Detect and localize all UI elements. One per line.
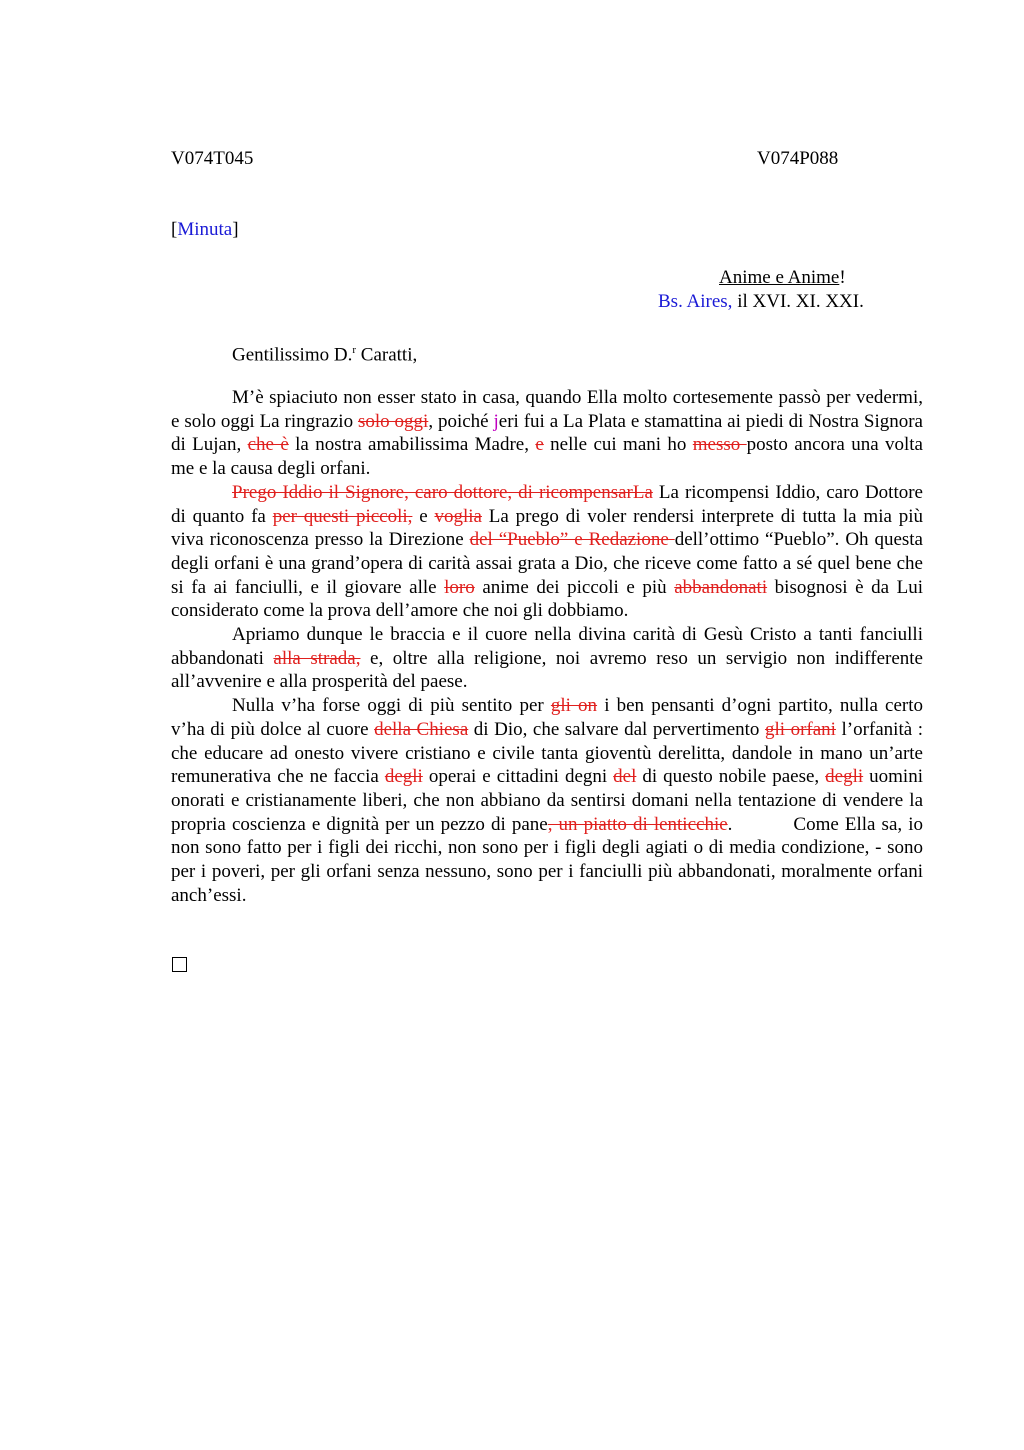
deletion: solo oggi [357, 410, 429, 432]
text-run: Apriamo dunque le braccia e il cuore nella divina carità di Gesù Cristo a tanti fanciulli abbandonati [171, 624, 923, 669]
text-run: di Dio, che salvare dal pervertimento [468, 718, 765, 740]
deletion: gli on [550, 695, 598, 717]
text-run: uomini onorati e cristianamente liberi, che non abbiano da sentirsi domani nella tentazione di vendere la propria coscienza e dignità per un pezzo di pane [171, 766, 923, 835]
motto [719, 267, 846, 289]
text-run: di questo nobile paese, [636, 766, 826, 788]
code-left: V074T045 [171, 148, 254, 169]
deletion: del [613, 766, 637, 788]
deletion: loro [444, 576, 475, 598]
date: il XVI. XI. XXI. [732, 291, 864, 312]
paragraph-2 [171, 481, 923, 623]
greeting-text: Gentilissimo D. [232, 344, 353, 366]
text-run: la nostra amabilissima Madre, [288, 434, 536, 456]
deletion: per questi piccoli, [272, 505, 413, 527]
deletion: voglia [434, 505, 482, 527]
text-run: , poiché [428, 410, 494, 432]
text-run: e [412, 505, 435, 527]
motto-mark: ! [839, 267, 846, 288]
deletion: alla strada, [273, 647, 361, 669]
place: Bs. Aires, [658, 291, 733, 312]
text-run: i ben pensanti d’ogni partito, nulla certo v’ha di più dolce al cuore [171, 695, 923, 740]
text-run: La ricompensi Iddio, caro Dottore di quanto fa [171, 481, 923, 527]
paragraph-3 [171, 623, 923, 694]
text-run: posto ancora una volta me e la causa degli orfani. [171, 434, 923, 480]
text-run: La prego di voler rendersi interprete di tutta la mia più viva riconoscenza presso la Direzione [171, 505, 923, 551]
motto-text: Anime e Anime [719, 267, 840, 288]
correction: j [493, 410, 499, 432]
text-run: Nulla v’ha forse oggi di più sentito per [232, 695, 551, 717]
square-outline-icon [172, 957, 187, 972]
place-date [658, 291, 864, 313]
draft-label-word: Minuta [177, 219, 233, 240]
text-run: M’è spiaciuto non esser stato in casa, quando Ella molto cortesemente passò per vedermi, e solo oggi La ringrazio [171, 387, 923, 432]
bracket-close: ] [232, 219, 239, 240]
draft-label [171, 219, 239, 241]
code-right: V074P088 [757, 148, 839, 169]
greeting-name: Caratti, [356, 344, 418, 366]
deletion: del “Pueblo” e Redazione [469, 529, 675, 551]
text-run: . [727, 813, 733, 835]
deletion: gli orfani [764, 718, 836, 740]
deletion: e [535, 434, 544, 456]
text-run: anime dei piccoli e più [474, 576, 675, 598]
text-run: Come Ella sa, io non sono fatto per i figli dei ricchi, non sono per i figli degli agiati o di media condizione, - sono per i poveri, per gli orfani senza nessuno, sono per i fanciulli più abbandonati, moralmente orfani anch’essi. [171, 813, 923, 906]
text-run: operai e cittadini degni [422, 766, 614, 788]
bracket-open: [ [171, 219, 178, 240]
text-run: bisognosi è da Lui considerato come la prova dell’amore che noi gli dobbiamo. [171, 576, 923, 622]
deletion: degli [825, 766, 864, 788]
paragraph-1 [171, 386, 923, 481]
deletion: , un piatto di lenticchie [547, 813, 728, 835]
deletion: della Chiesa [374, 718, 469, 740]
deletion: degli [384, 766, 423, 788]
greeting [232, 339, 417, 366]
text-run: e, oltre alla religione, noi avremo reso un servigio non indifferente all’avvenire e alla prosperità del paese. [171, 647, 923, 693]
greeting-sup: r [352, 344, 357, 356]
text-run: nelle cui mani ho [543, 434, 693, 456]
text-run: l’orfanità : che educare ad onesto vivere cristiano e civile tanta gioventù derelitta, dandole in mano un’arte remunerativa che ne faccia [171, 718, 923, 788]
deletion: messo [692, 434, 747, 456]
deletion: che è [247, 434, 289, 456]
deletion: abbandonati [674, 576, 768, 598]
deletion: Prego Iddio il Signore, caro dottore, di ricompensarLa [232, 481, 653, 503]
paragraph-4 [171, 694, 923, 907]
text-run: dell’ottimo “Pueblo”. Oh questa degli orfani è una grand’opera di carità assai grata a Dio, che riceve come fatto a sé quel bene che si fa ai fanciulli, e il giovare alle [171, 529, 923, 598]
letter-body [171, 386, 923, 907]
text-run: eri fui a La Plata e stamattina ai piedi di Nostra Signora di Lujan, [171, 410, 923, 456]
